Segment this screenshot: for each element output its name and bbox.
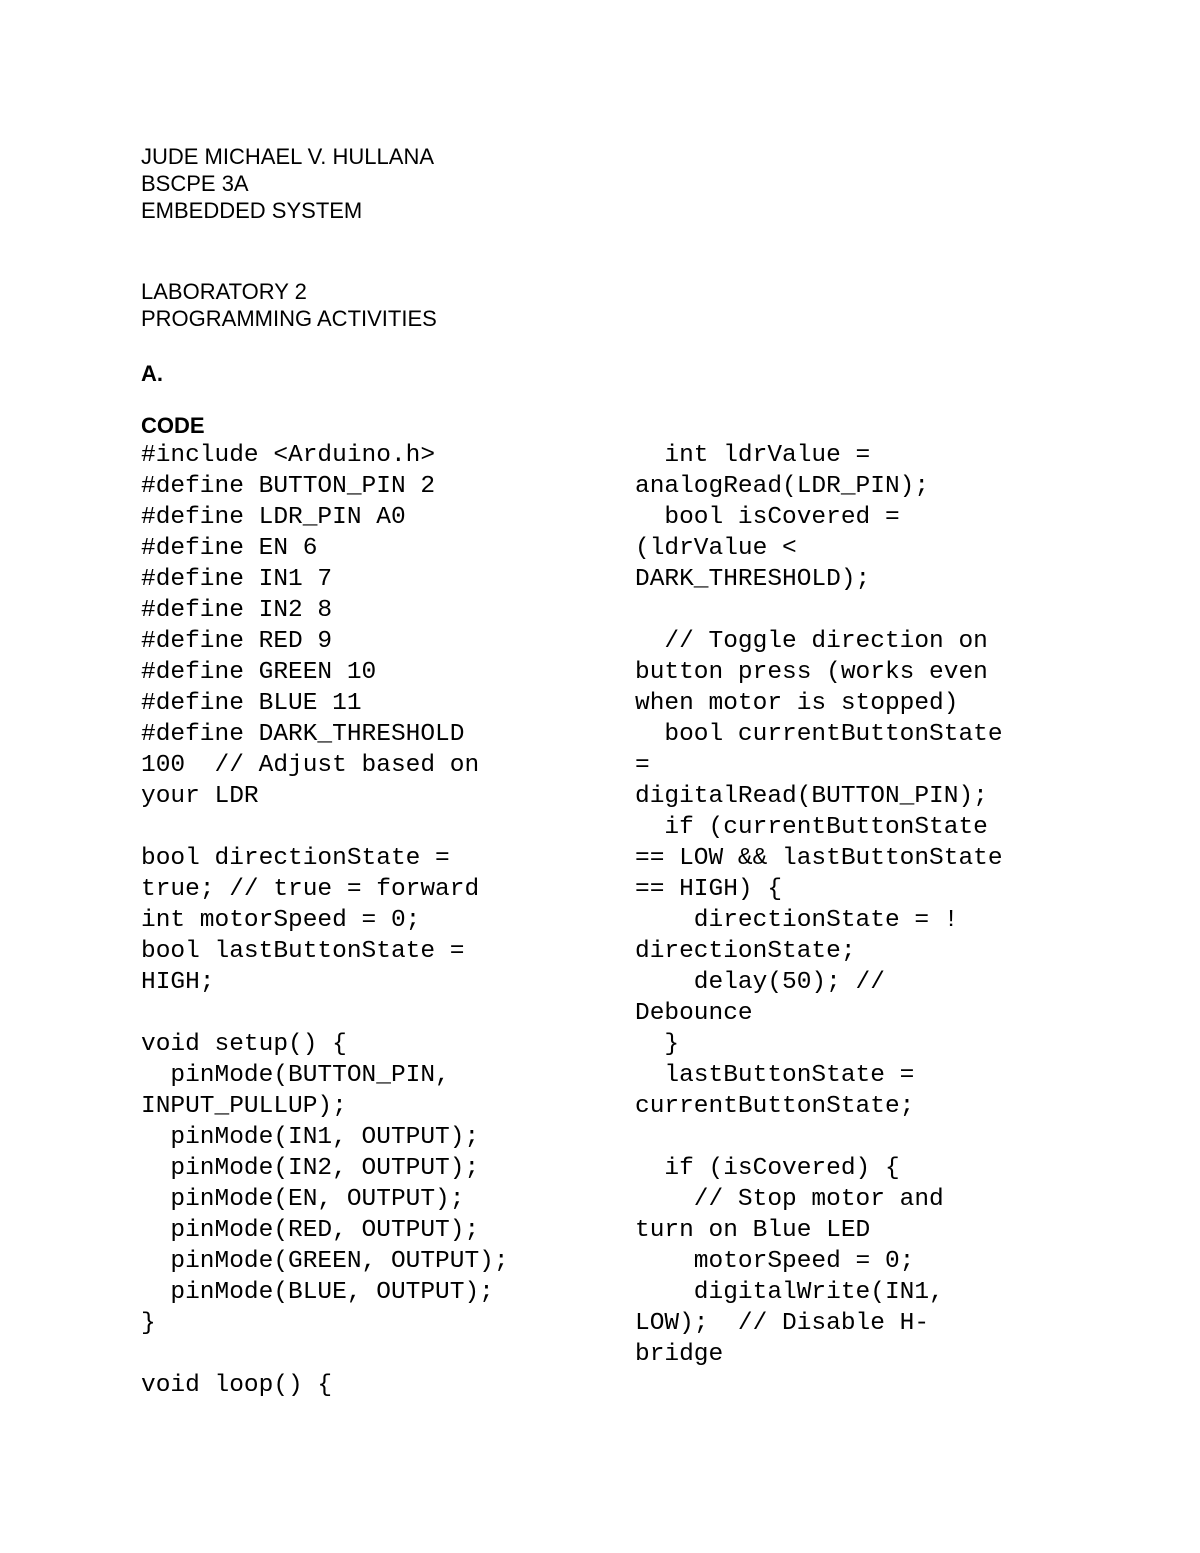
code-line: (ldrValue < [635,535,797,562]
code-line [635,595,1075,626]
lab-title: LABORATORY 2 [141,279,307,304]
code-line: motorSpeed = 0; [635,1248,915,1275]
code-line: #define DARK_THRESHOLD [141,721,465,748]
code-line: // Toggle direction on [635,628,988,655]
code-line: pinMode(BUTTON_PIN, [141,1062,450,1089]
lab-subtitle: PROGRAMMING ACTIVITIES [141,306,437,331]
code-line: turn on Blue LED [635,1217,871,1244]
code-column-left [141,440,581,1401]
author-name: JUDE MICHAEL V. HULLANA [141,144,435,169]
code-line: directionState; [635,938,856,965]
code-line: pinMode(RED, OUTPUT); [141,1217,480,1244]
code-line [141,812,581,843]
code-line: digitalRead(BUTTON_PIN); [635,783,988,810]
code-line: == HIGH) { [635,876,783,903]
code-line: #define LDR_PIN A0 [141,504,406,531]
code-line: pinMode(GREEN, OUTPUT); [141,1248,509,1275]
code-line: bool currentButtonState [635,721,1003,748]
code-line: analogRead(LDR_PIN); [635,473,930,500]
code-line [141,998,581,1029]
code-line: bridge [635,1341,724,1368]
code-line: true; // true = forward [141,876,480,903]
code-line: your LDR [141,783,259,810]
code-line: #define EN 6 [141,535,318,562]
code-line: pinMode(IN1, OUTPUT); [141,1124,480,1151]
section-letter: A. [141,361,163,386]
code-line: bool lastButtonState = [141,938,465,965]
code-line: lastButtonState = [635,1062,915,1089]
code-line: digitalWrite(IN1, [635,1279,944,1306]
code-line [635,1122,1075,1153]
code-line: #define BLUE 11 [141,690,362,717]
code-column-right [635,440,1075,1370]
code-line: void setup() { [141,1031,347,1058]
code-line: #define BUTTON_PIN 2 [141,473,436,500]
code-line: HIGH; [141,969,215,996]
code-line: if (isCovered) { [635,1155,900,1182]
code-line: delay(50); // [635,969,885,996]
code-heading: CODE [141,413,205,438]
code-line: 100 // Adjust based on [141,752,480,779]
code-line: = [635,752,650,779]
code-line: when motor is stopped) [635,690,959,717]
code-line: DARK_THRESHOLD); [635,566,871,593]
code-line: button press (works even [635,659,988,686]
code-line: == LOW && lastButtonState [635,845,1003,872]
course-section: BSCPE 3A [141,171,249,196]
code-line: int motorSpeed = 0; [141,907,421,934]
code-line: #define IN2 8 [141,597,333,624]
code-line: // Stop motor and [635,1186,944,1213]
code-line: INPUT_PULLUP); [141,1093,347,1120]
subject-name: EMBEDDED SYSTEM [141,198,363,223]
code-line: #define RED 9 [141,628,333,655]
code-line: int ldrValue = [635,442,871,469]
code-line: #define IN1 7 [141,566,333,593]
code-line: #include <Arduino.h> [141,442,436,469]
code-line: pinMode(EN, OUTPUT); [141,1186,465,1213]
code-line: currentButtonState; [635,1093,915,1120]
code-line: void loop() { [141,1372,333,1399]
code-line: bool isCovered = [635,504,900,531]
code-line: if (currentButtonState [635,814,988,841]
code-line: } [141,1310,156,1337]
author-block [141,143,434,224]
code-line: Debounce [635,1000,753,1027]
code-line: LOW); // Disable H- [635,1310,930,1337]
code-line [141,1339,581,1370]
code-line: bool directionState = [141,845,450,872]
code-line: pinMode(IN2, OUTPUT); [141,1155,480,1182]
code-line: #define GREEN 10 [141,659,377,686]
code-line: } [635,1031,680,1058]
lab-title-block [141,278,437,332]
code-line: directionState = ! [635,907,959,934]
code-line: pinMode(BLUE, OUTPUT); [141,1279,494,1306]
